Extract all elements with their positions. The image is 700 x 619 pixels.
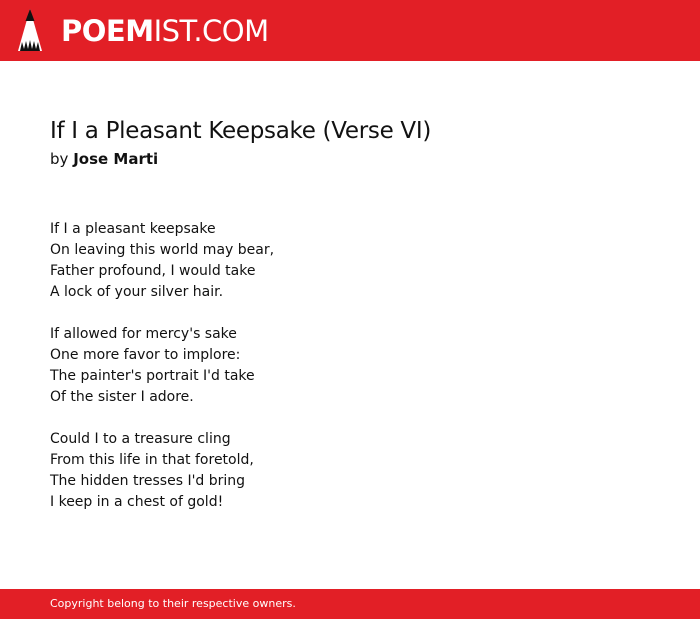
poem-line: A lock of your silver hair. (50, 284, 224, 300)
site-footer (0, 589, 700, 619)
poem-line: Father profound, I would take (50, 263, 256, 279)
poem-stanza-3 (50, 429, 650, 513)
poem-line: One more favor to implore: (50, 347, 241, 363)
poem-byline (50, 149, 158, 169)
poem-line: I keep in a chest of gold! (50, 494, 224, 510)
poem-stanza-2 (50, 324, 650, 408)
poem-line: Could I to a treasure cling (50, 431, 231, 447)
poem-line: The hidden tresses I'd bring (50, 473, 246, 489)
poem-stanza-1 (50, 219, 650, 303)
poem-author: Jose Marti (73, 150, 159, 168)
pencil-icon[interactable] (18, 9, 42, 51)
copyright-notice: Copyright belong to their respective owners. (50, 597, 296, 610)
poem-line: On leaving this world may bear, (50, 242, 275, 258)
site-logo[interactable] (61, 13, 269, 49)
poem-title: If I a Pleasant Keepsake (Verse VI) (50, 118, 432, 144)
poem-line: If I a pleasant keepsake (50, 221, 216, 237)
poem-body (50, 219, 650, 534)
logo-text-light: IST.COM (153, 14, 269, 48)
logo-text-strong: POEM (61, 14, 154, 48)
site-header (0, 0, 700, 61)
poem-line: Of the sister I adore. (50, 389, 194, 405)
poem-line: From this life in that foretold, (50, 452, 254, 468)
poem-line: The painter's portrait I'd take (50, 368, 255, 384)
by-label: by (50, 150, 69, 168)
poem-line: If allowed for mercy's sake (50, 326, 237, 342)
